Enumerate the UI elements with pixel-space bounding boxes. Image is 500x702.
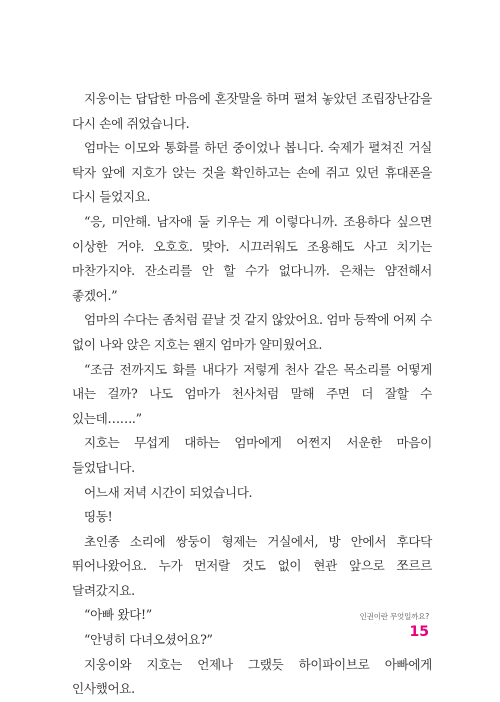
paragraph-12: 지웅이와 지호는 언제나 그랬듯 하이파이브로 아빠에게 인사했어요. [72, 656, 432, 697]
paragraph-7: 어느새 저녁 시간이 되었습니다. [84, 484, 253, 500]
paragraph-10: “아빠 왔다!” [84, 607, 152, 623]
page-number: 15 [409, 624, 429, 640]
paragraph-11: “안녕히 다녀오셨어요?” [84, 632, 213, 648]
body-text [72, 87, 432, 702]
paragraph-4: 엄마의 수다는 좀처럼 끝날 것 같지 않았어요. 엄마 등짝에 어찌 수 없이 나와 앉은 지호는 왠지 엄마가 얄미웠어요. [72, 312, 432, 352]
paragraph-3: “응, 미안해. 남자애 둘 키우는 게 이렇다니까. 조용하다 싶으면 이상한 거야. 오호호. 맞아. 시끄러워도 조용해도 사고 치기는 마찬가지야. 잔소리를 안 할 수가 없다니까. 은채는 얌전해서 좋겠어.” [72, 213, 432, 303]
page-footer [360, 612, 429, 640]
paragraph-9: 초인종 소리에 쌍둥이 형제는 거실에서, 방 안에서 후다닥 뛰어나왔어요. 누가 먼저랄 것도 없이 현관 앞으로 쪼르르 달려갔지요. [72, 533, 432, 598]
paragraph-5: “조금 전까지도 화를 내다가 저렇게 천사 같은 목소리를 어떻게 내는 걸까? 나도 엄마가 천사처럼 말해 주면 더 잘할 수 있는데…….” [72, 361, 432, 426]
running-title: 인권이란 무엇일까요? [359, 612, 429, 621]
paragraph-1: 지웅이는 답답한 마음에 혼잣말을 하며 펼쳐 놓았던 조립장난감을 다시 손에 쥐었습니다. [72, 91, 432, 131]
paragraph-6: 지호는 무섭게 대하는 엄마에게 어쩐지 서운한 마음이 들었답니다. [72, 435, 432, 475]
paragraph-8: 띵동! [84, 509, 113, 525]
paragraph-2: 엄마는 이모와 통화를 하던 중이었나 봅니다. 숙제가 펼쳐진 거실 탁자 앞에 지호가 앉는 것을 확인하고는 손에 쥐고 있던 휴대폰을 다시 들었지요. [72, 140, 432, 205]
